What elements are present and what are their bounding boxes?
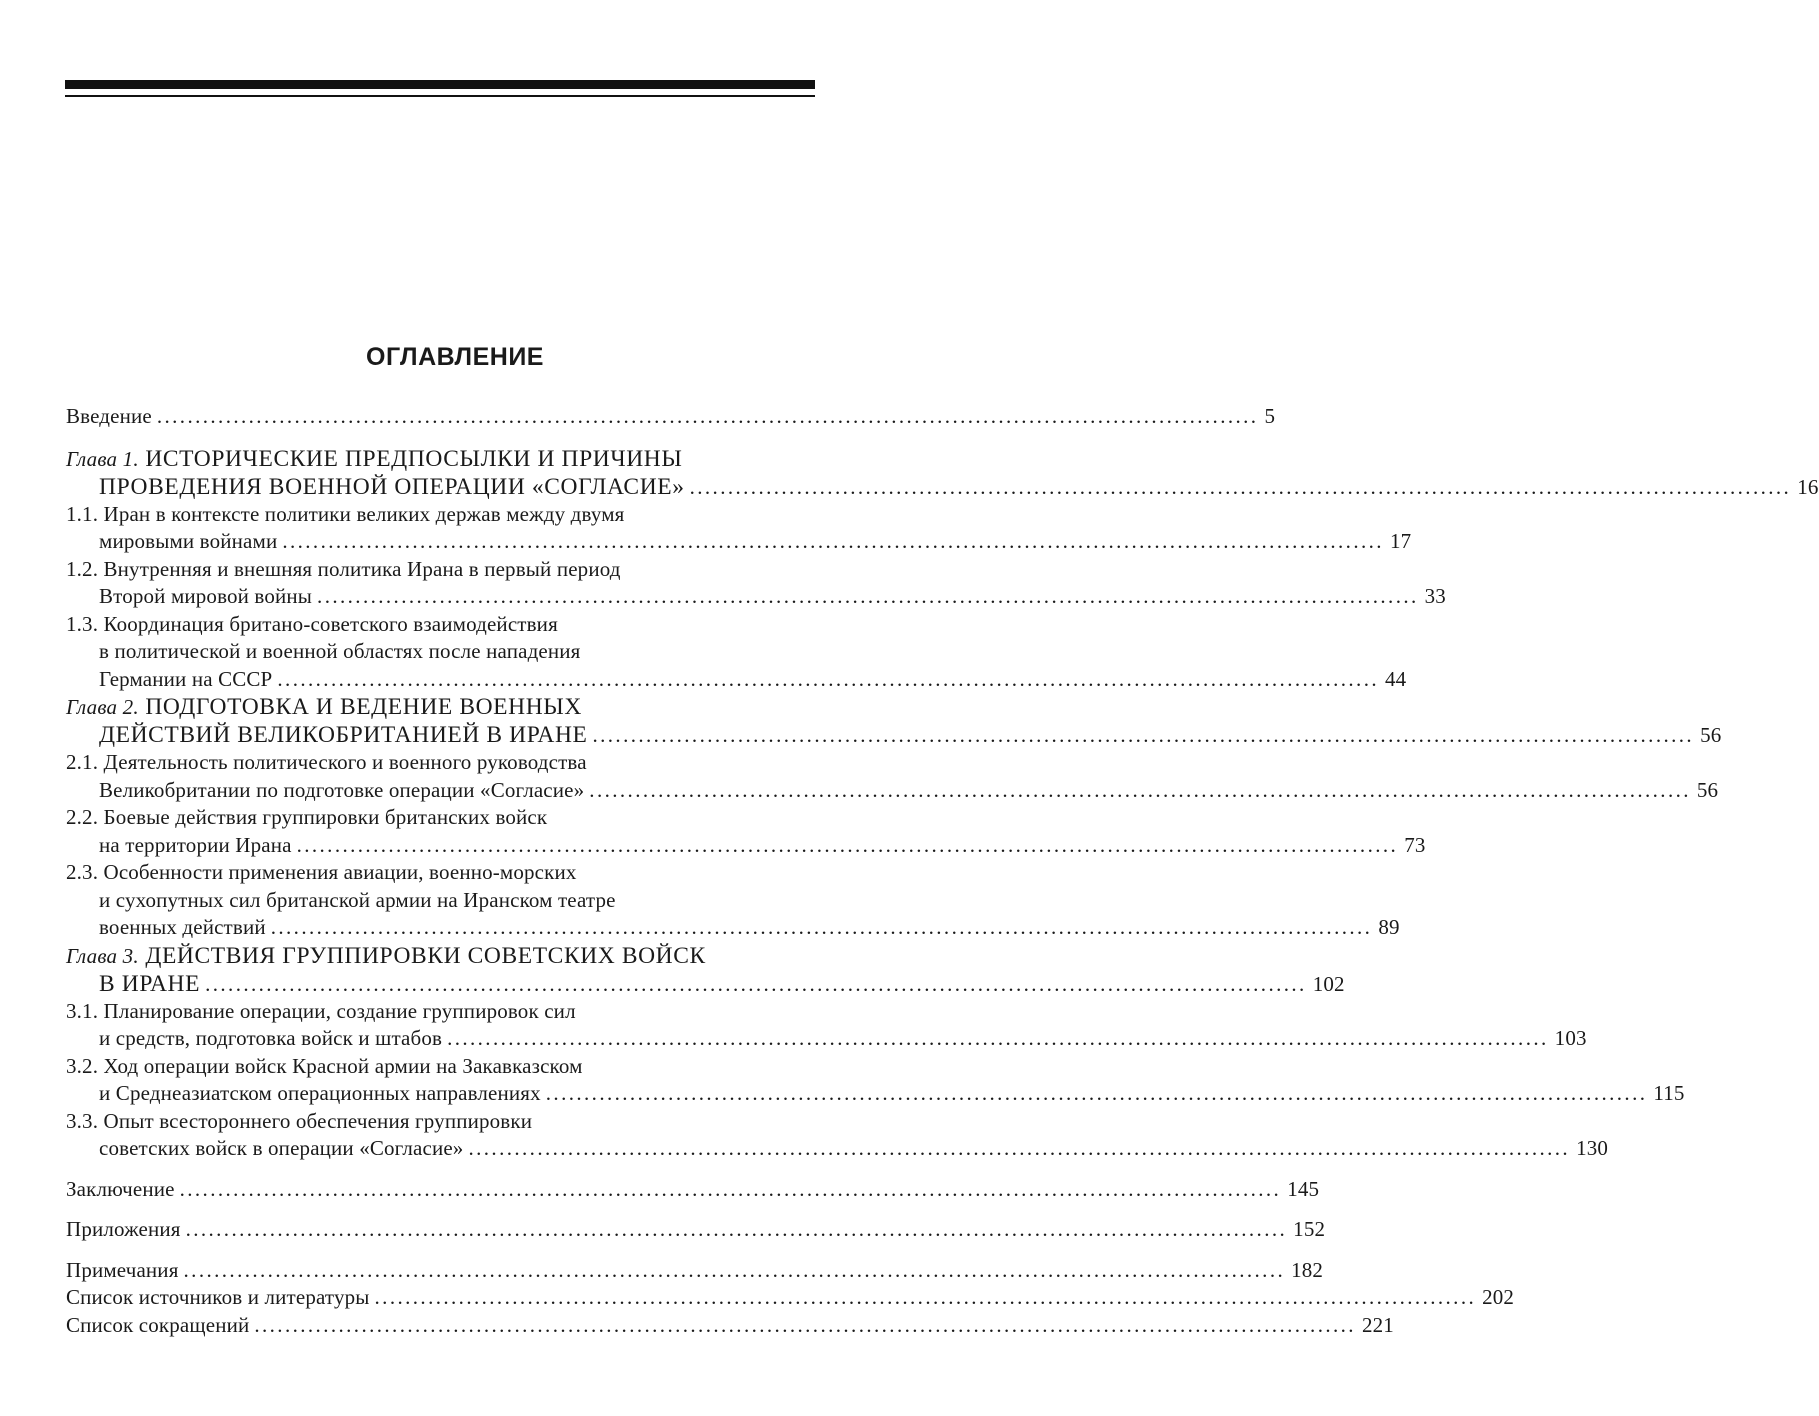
toc-entry-text: Введение [66,404,152,428]
chapter-label: Глава 2. [66,695,139,719]
leader-dots: ................................................................................................................................................ [205,971,1307,996]
section-title-line: и сухопутных сил британской армии на Иранском театре [99,887,616,912]
section-title-line: на территории Ирана [99,832,292,857]
section-title-line: 1.3. Координация британо-советского взаимодействия [66,611,558,636]
section-title-line: 3.2. Ход операции войск Красной армии на Закавказском [66,1053,583,1078]
section-title-line: 2.2. Боевые действия группировки британских войск [66,805,548,829]
toc-page-number: 202 [1482,1285,1515,1309]
toc-page-number: 115 [1653,1081,1685,1105]
toc-page-number: 145 [1287,1176,1320,1201]
toc-entry-text: Приложения [66,1217,181,1241]
toc-page-number: 89 [1378,915,1400,939]
leader-dots: ................................................................................................................................................ [592,723,1695,747]
chapter-label: Глава 3. [66,943,139,968]
toc-entry-text: Список сокращений [66,1312,250,1337]
toc-page-number: 73 [1404,832,1426,857]
page-title: ОГЛАВЛЕНИЕ [366,343,544,371]
toc-page-number: 152 [1293,1217,1326,1241]
toc-section-2-2 [66,804,1426,859]
leader-dots: ................................................................................................................................................ [185,1217,1288,1241]
chapter-label: Глава 1. [66,446,139,471]
toc-section-3-2 [66,1053,1685,1108]
leader-dots: ................................................................................................................................................ [254,1312,1356,1337]
leader-dots: ................................................................................................................................................ [183,1257,1286,1282]
toc-entry-text: Примечания [66,1257,179,1282]
section-title-line: и Среднеазиатском операционных направлениях [99,1081,541,1105]
toc-entry-text: Заключение [66,1176,175,1201]
leader-dots: ................................................................................................................................................ [296,832,1399,857]
section-title-line: советских войск в операции «Согласие» [99,1136,464,1160]
chapter-title-line: ПРОВЕДЕНИЯ ВОЕННОЙ ОПЕРАЦИИ «СОГЛАСИЕ» [99,473,685,500]
table-of-contents [66,403,1819,1339]
leader-dots: ................................................................................................................................................ [179,1176,1282,1201]
toc-section-1-2 [66,556,1446,611]
toc-entry-abbreviations [66,1312,1394,1340]
leader-dots: ................................................................................................................................................ [277,666,1379,691]
chapter-title-line: В ИРАНЕ [99,970,201,997]
toc-page-number: 44 [1385,666,1407,691]
toc-page-number: 5 [1264,404,1276,428]
chapter-title-line: ДЕЙСТВИЙ ВЕЛИКОБРИТАНИЕЙ В ИРАНЕ [99,722,588,748]
toc-page-number: 102 [1312,971,1345,996]
toc-chapter-1 [66,445,1819,501]
chapter-title-line: ПОДГОТОВКА И ВЕДЕНИЕ ВОЕННЫХ [145,694,582,720]
leader-dots: ................................................................................................................................................ [447,1026,1549,1050]
chapter-title-line: ИСТОРИЧЕСКИЕ ПРЕДПОСЫЛКИ И ПРИЧИНЫ [145,445,683,472]
leader-dots: ................................................................................................................................................ [156,404,1259,428]
chapter-title-line: ДЕЙСТВИЯ ГРУППИРОВКИ СОВЕТСКИХ ВОЙСК [145,942,706,969]
section-title-line: 3.3. Опыт всестороннего обеспечения группировки [66,1108,533,1133]
leader-dots: ................................................................................................................................................ [545,1081,1648,1105]
toc-page-number: 16 [1797,474,1819,499]
toc-page-number: 56 [1696,777,1719,802]
toc-page-number: 182 [1291,1257,1324,1282]
section-title-line: 2.3. Особенности применения авиации, военно-морских [66,860,577,884]
toc-page-number: 221 [1361,1312,1394,1337]
section-title-line: Второй мировой войны [99,584,313,608]
toc-entry-conclusion [66,1176,1320,1204]
toc-page-number: 33 [1424,584,1446,608]
leader-dots: ................................................................................................................................................ [689,474,1792,499]
leader-dots: ................................................................................................................................................ [589,777,1691,802]
toc-page-number: 56 [1700,723,1722,747]
toc-section-2-1 [66,749,1719,804]
toc-section-1-3 [66,611,1407,694]
leader-dots: ................................................................................................................................................ [282,529,1384,553]
toc-section-2-3 [66,859,1400,942]
toc-section-3-1 [66,998,1587,1053]
toc-entry-intro [66,403,1276,431]
toc-chapter-2 [66,693,1722,749]
section-title-line: 3.1. Планирование операции, создание группировок сил [66,998,576,1023]
toc-page-number: 130 [1576,1136,1609,1160]
section-title-line: мировыми войнами [99,529,278,553]
leader-dots: ................................................................................................................................................ [270,915,1373,939]
header-rule-thick [65,80,815,89]
section-title-line: 1.2. Внутренняя и внешняя политика Ирана в первый период [66,556,621,581]
section-title-line: Германии на СССР [99,666,273,691]
header-rule-thin [65,95,815,97]
toc-section-3-3 [66,1108,1609,1163]
section-title-line: в политической и военной областях после нападения [99,639,581,663]
section-title-line: военных действий [99,915,266,939]
section-title-line: 1.1. Иран в контексте политики великих держав между двумя [66,501,625,526]
section-title-line: Великобритании по подготовке операции «Согласие» [99,777,585,802]
toc-entry-sources [66,1284,1515,1312]
section-title-line: 2.1. Деятельность политического и военного руководства [66,750,587,774]
toc-page-number: 103 [1554,1026,1587,1050]
toc-chapter-3 [66,942,1345,998]
toc-entry-text: Список источников и литературы [66,1285,370,1309]
toc-section-1-1 [66,501,1412,556]
section-title-line: и средств, подготовка войск и штабов [99,1026,443,1050]
leader-dots: ................................................................................................................................................ [317,584,1419,608]
toc-page-number: 17 [1389,529,1412,553]
leader-dots: ................................................................................................................................................ [468,1136,1571,1160]
toc-entry-notes [66,1257,1324,1285]
leader-dots: ................................................................................................................................................ [374,1285,1477,1309]
toc-entry-appendices [66,1216,1326,1244]
